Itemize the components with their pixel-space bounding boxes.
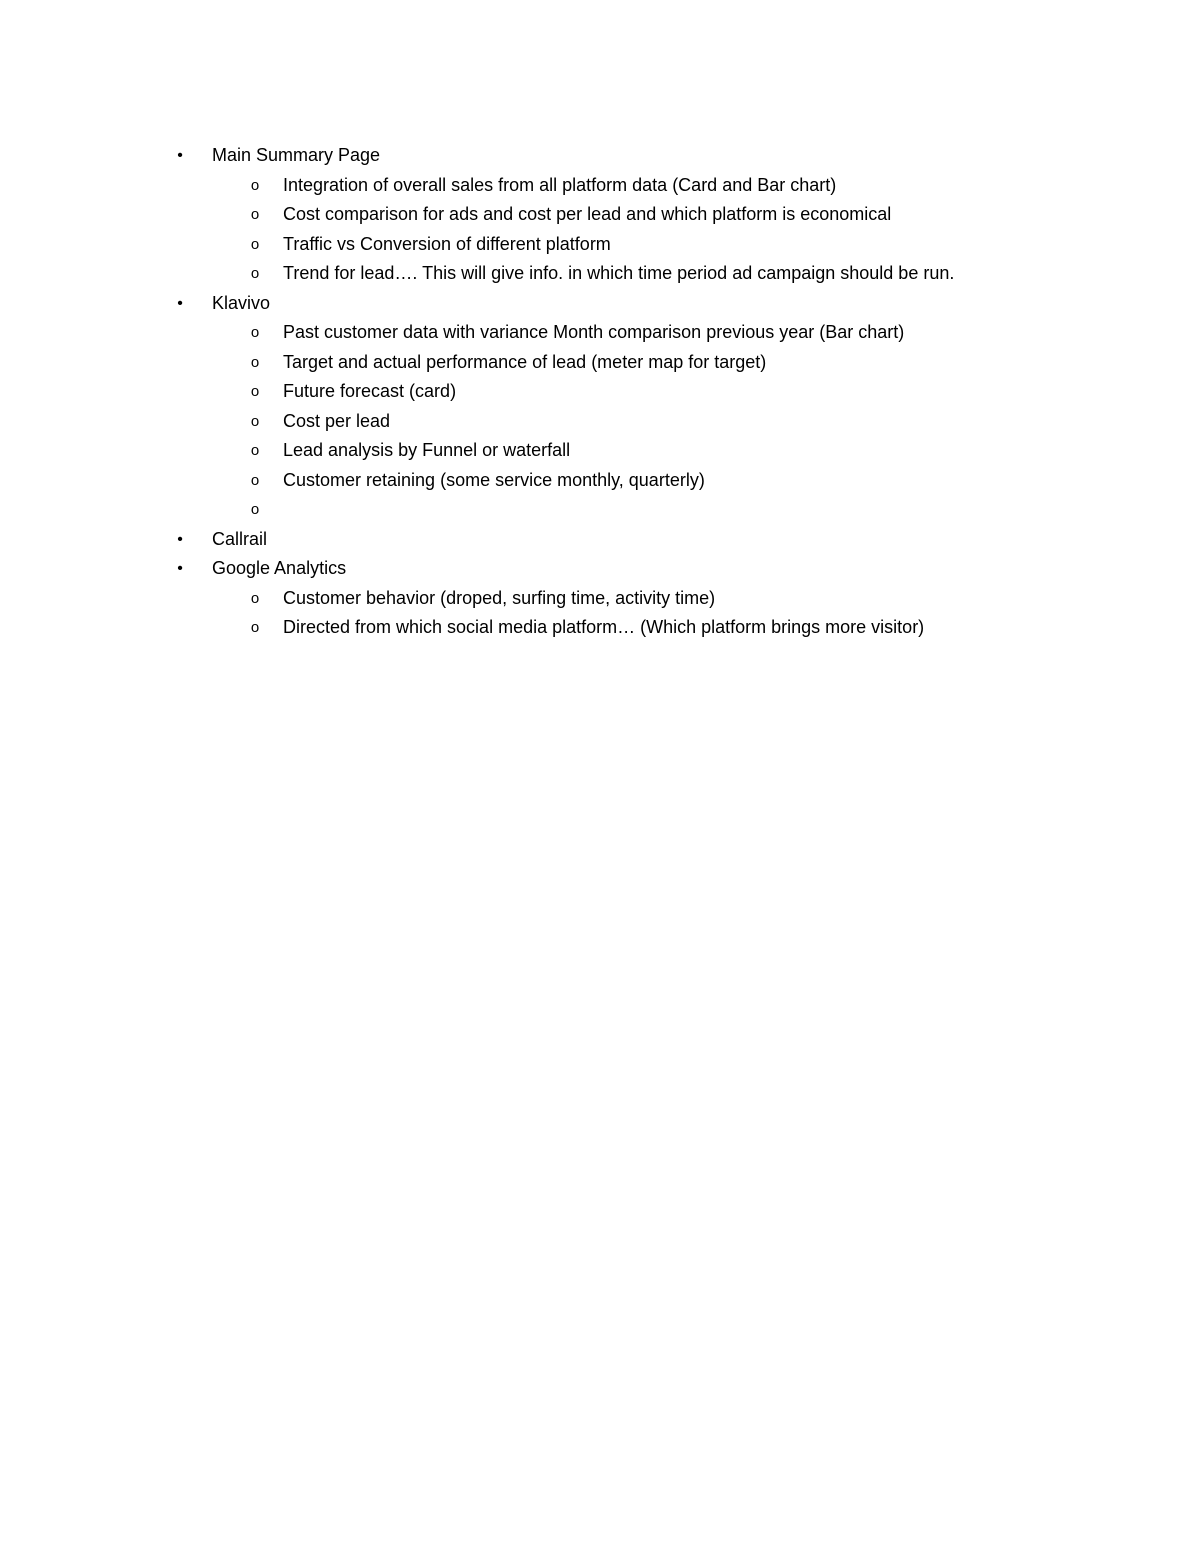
sub-bullet-icon: o bbox=[250, 412, 260, 430]
outline-subitem bbox=[0, 436, 1200, 466]
subitem-text: Lead analysis by Funnel or waterfall bbox=[283, 440, 571, 460]
subitem-text: Past customer data with variance Month comparison previous year (Bar chart) bbox=[283, 322, 905, 342]
outline-subitem bbox=[0, 200, 1200, 230]
subitem-text: Target and actual performance of lead (meter map for target) bbox=[283, 351, 767, 372]
subitem-text: Customer behavior (droped, surfing time, activity time) bbox=[283, 587, 716, 608]
sub-bullet-icon: o bbox=[250, 265, 260, 282]
subitem-text: Trend for lead…. This will give info. in which time period ad campaign should be run. bbox=[283, 263, 955, 283]
outline-subitem bbox=[0, 613, 1200, 643]
outline-subitem bbox=[0, 171, 1200, 201]
sub-bullet-icon: o bbox=[250, 619, 260, 636]
outline-subitem bbox=[0, 230, 1200, 260]
subitem-text: Directed from which social media platform… (Which platform brings more visitor) bbox=[283, 617, 925, 637]
subitem-text: Cost comparison for ads and cost per lead and which platform is economical bbox=[283, 204, 892, 224]
sub-bullet-icon: o bbox=[250, 176, 260, 194]
outline-subitem bbox=[0, 318, 1200, 348]
outline-subitem-empty bbox=[0, 495, 1200, 525]
outline-list bbox=[0, 141, 1200, 643]
section-title: Main Summary Page bbox=[212, 145, 381, 165]
sub-bullet-icon: o bbox=[250, 383, 260, 400]
subitem-text: Cost per lead bbox=[283, 410, 391, 431]
section-title: Callrail bbox=[212, 528, 268, 549]
section-title: Klavivo bbox=[212, 292, 271, 313]
sub-bullet-icon: o bbox=[250, 501, 260, 518]
outline-subitem bbox=[0, 407, 1200, 437]
outline-item-main-summary-page bbox=[0, 141, 1200, 171]
sub-bullet-icon: o bbox=[250, 206, 260, 223]
outline-item-callrail bbox=[0, 525, 1200, 555]
outline-subitem bbox=[0, 377, 1200, 407]
sub-bullet-icon: o bbox=[250, 353, 260, 371]
outline-subitem bbox=[0, 466, 1200, 496]
sub-bullet-icon: o bbox=[250, 589, 260, 607]
sub-bullet-icon: o bbox=[250, 235, 260, 253]
bullet-icon: • bbox=[177, 530, 183, 548]
subitem-text: Traffic vs Conversion of different platform bbox=[283, 233, 611, 254]
sub-bullet-icon: o bbox=[250, 324, 260, 341]
subitem-text: Integration of overall sales from all platform data (Card and Bar chart) bbox=[283, 174, 837, 195]
sub-bullet-icon: o bbox=[250, 442, 260, 459]
outline-subitem bbox=[0, 584, 1200, 614]
outline-subitem bbox=[0, 348, 1200, 378]
section-title: Google Analytics bbox=[212, 558, 347, 578]
bullet-icon: • bbox=[177, 294, 183, 312]
sub-bullet-icon: o bbox=[250, 471, 260, 489]
outline-item-klavivo bbox=[0, 289, 1200, 319]
outline-item-google-analytics bbox=[0, 554, 1200, 584]
subitem-text: Future forecast (card) bbox=[283, 381, 457, 401]
bullet-icon: • bbox=[177, 560, 183, 577]
bullet-icon: • bbox=[177, 147, 183, 164]
subitem-text: Customer retaining (some service monthly, quarterly) bbox=[283, 469, 705, 490]
outline-subitem bbox=[0, 259, 1200, 289]
